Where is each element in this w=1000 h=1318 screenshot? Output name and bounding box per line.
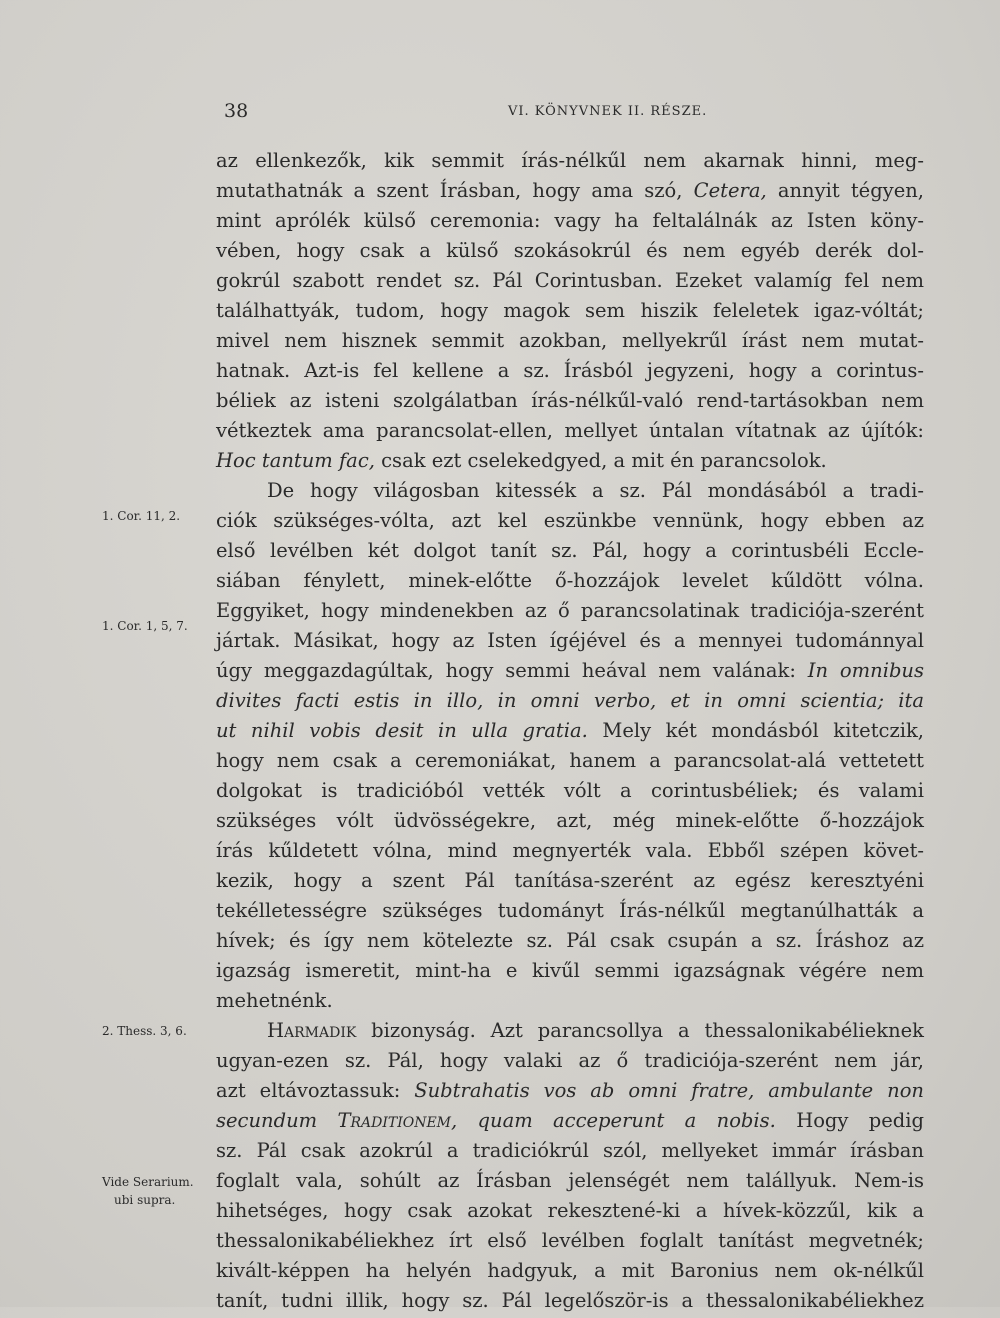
text-line: dolgokat is tradicióból vették vólt a corintusbéliek; és valami <box>216 779 924 802</box>
text-line: hatnak. Azt-is fel kellene a sz. Írásból jegyzeni, hogy a corintus- <box>216 359 924 382</box>
italic-quote: In omnibus <box>807 659 924 682</box>
text-line: jártak. Másikat, hogy az Isten ígéjével és a mennyei tudománnyal <box>216 629 924 652</box>
text-line: szükséges vólt üdvösségekre, azt, még minek-előtte ő-hozzájok <box>216 809 924 832</box>
text-line: mint aprólék külső ceremonia: vagy ha feltalálnák az Isten köny- <box>216 209 924 232</box>
text-line: mehetnénk. <box>216 989 333 1012</box>
italic-quote: Subtrahatis vos ab omni fratre, ambulante non <box>414 1079 924 1102</box>
text-line <box>216 1104 924 1138</box>
italic-quote: divites facti estis in illo, in omni verbo, et in omni scientia; ita <box>216 689 924 712</box>
text-line <box>216 714 924 748</box>
text-segment: mutathatnák a szent Írásban, hogy ama szó, <box>216 179 694 202</box>
text-line: kezik, hogy a szent Pál tanítása-szerént az egész keresztyéni <box>216 869 924 892</box>
text-line: ugyan-ezen sz. Pál, hogy valaki az ő tradiciója-szerént nem jár, <box>216 1049 924 1072</box>
text-line <box>216 684 924 718</box>
text-line: gokrúl szabott rendet sz. Pál Corintusban. Ezeket valamíg fel nem <box>216 269 924 292</box>
margin-note-cor-11: 1. Cor. 11, 2. <box>102 509 181 523</box>
page-header <box>0 96 1000 126</box>
text-line: foglalt vala, sohúlt az Írásban jelenségét nem talállyuk. Nem-is <box>216 1169 924 1192</box>
small-caps-word: Traditionem, <box>337 1109 458 1132</box>
text-line <box>216 654 924 688</box>
text-segment: Hogy pedig <box>775 1109 924 1132</box>
text-line: hogy nem csak a ceremoniákat, hanem a parancsolat-alá vettetett <box>216 749 924 772</box>
text-line: De hogy világosban kitessék a sz. Pál mondásából a tradi- <box>267 479 924 502</box>
text-line: Eggyiket, hogy mindenekben az ő parancsolatinak tradiciója-szerént <box>216 599 924 622</box>
text-line: kivált-képpen ha helyén hadgyuk, a mit Baronius nem ok-nélkűl <box>216 1259 924 1282</box>
text-line <box>216 1074 924 1108</box>
text-line: vében, hogy csak a külső szokásokrúl és nem egyéb derék dol- <box>216 239 924 262</box>
italic-quote: quam acceperunt a nobis. <box>457 1109 776 1132</box>
italic-quote: Hoc tantum fac, <box>216 449 375 472</box>
running-head: VI. KÖNYVNEK II. RÉSZE. <box>508 104 708 119</box>
text-segment: Mely két mondásból kitetczik, <box>587 719 925 742</box>
text-line: első levélben két dolgot tanít sz. Pál, hogy a corintusbéli Eccle- <box>216 539 924 562</box>
italic-quote: ut nihil vobis desit in ulla gratia. <box>216 719 588 742</box>
text-line <box>216 444 924 478</box>
text-line: találhattyák, tudom, hogy magok sem hiszik feleletek igaz-vóltát; <box>216 299 924 322</box>
text-line: sz. Pál csak azokrúl a tradiciókrúl szól, mellyeket immár írásban <box>216 1139 924 1162</box>
text-line: vétkeztek ama parancsolat-ellen, mellyet úntalan vítatnak az újítók: <box>216 419 924 442</box>
text-line <box>216 174 924 208</box>
text-line: mivel nem hisznek semmit azokban, mellyekrűl írást nem mutat- <box>216 329 924 352</box>
margin-note-vide: Vide Serarium. <box>102 1175 194 1189</box>
text-line: siában fénylett, minek-előtte ő-hozzájok levelet kűldött vólna. <box>216 569 924 592</box>
text-line <box>267 1014 924 1048</box>
page-number: 38 <box>224 100 249 122</box>
text-segment: csak ezt cselekedgyed, a mit én parancsolok. <box>374 449 827 472</box>
margin-note-thess: 2. Thess. 3, 6. <box>102 1024 187 1038</box>
text-line: tekélletességre szükséges tudományt Írás-nélkűl megtanúlhatták a <box>216 899 924 922</box>
italic-quote: secundum <box>216 1109 338 1132</box>
text-segment: azt eltávoztassuk: <box>216 1079 415 1102</box>
small-caps-word: Harmadik <box>267 1019 357 1042</box>
margin-note-cor-1: 1. Cor. 1, 5, 7. <box>102 619 188 633</box>
text-line: tanít, tudni illik, hogy sz. Pál legelőször-is a thessalonikabéliekhez <box>216 1289 924 1312</box>
text-line: béliek az isteni szolgálatban írás-nélkűl-való rend-tartásokban nem <box>216 389 924 412</box>
italic-word: Cetera, <box>693 179 767 202</box>
text-line: thessalonikabéliekhez írt első levélben foglalt tanítást megvetnék; <box>216 1229 924 1252</box>
text-line: ciók szükséges-vólta, azt kel eszünkbe vennünk, hogy ebben az <box>216 509 924 532</box>
text-line: írás kűldetett vólna, mind megnyerték vala. Ebből szépen követ- <box>216 839 924 862</box>
text-segment: úgy meggazdagúltak, hogy semmi heával nem valának: <box>216 659 808 682</box>
text-line: az ellenkezők, kik semmit írás-nélkűl nem akarnak hinni, meg- <box>216 149 924 172</box>
text-segment: bizonyság. Azt parancsollya a thessalonikabélieknek <box>356 1019 924 1042</box>
text-line: hihetséges, hogy csak azokat rekesztené-ki a hívek-közzűl, kik a <box>216 1199 924 1222</box>
text-line: hívek; és így nem kötelezte sz. Pál csak csupán a sz. Íráshoz az <box>216 929 924 952</box>
text-segment: annyit tégyen, <box>766 179 924 202</box>
text-line: igazság ismeretit, mint-ha e kivűl semmi igazságnak végére nem <box>216 959 924 982</box>
margin-note-ubi: ubi supra. <box>114 1193 176 1207</box>
